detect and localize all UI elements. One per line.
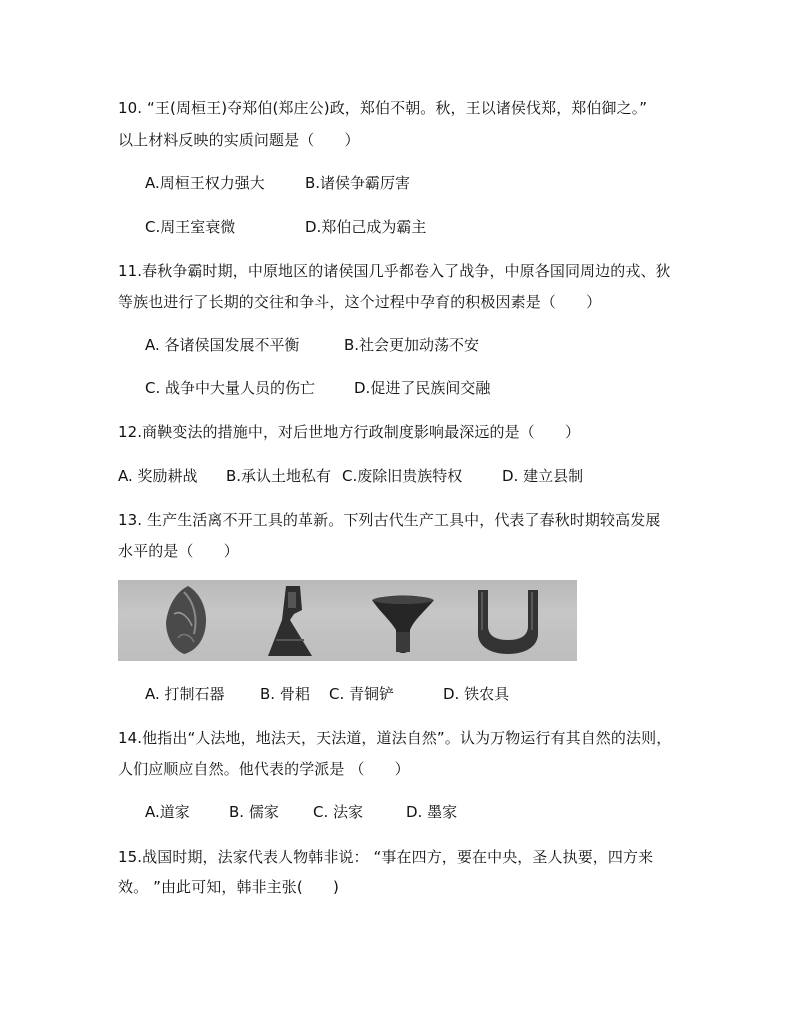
bronze-shovel-icon [372, 596, 434, 654]
q14-option-c[interactable]: C. 法家 [313, 803, 364, 821]
q12-stem: 12.商鞅变法的措施中，对后世地方行政制度影响最深远的是（ ） [118, 423, 581, 441]
q14-option-d[interactable]: D. 墨家 [406, 803, 458, 821]
q12-option-b[interactable]: B.承认土地私有 [226, 467, 332, 485]
q14-option-a[interactable]: A.道家 [145, 803, 190, 821]
q10-option-d[interactable]: D.郑伯己成为霸主 [305, 218, 427, 236]
q12-option-a[interactable]: A. 奖励耕战 [118, 467, 198, 485]
q15-stem-line2: 效。 ”由此可知，韩非主张( ) [118, 878, 339, 896]
q13-option-c[interactable]: C. 青铜铲 [329, 685, 395, 703]
q13-option-a[interactable]: A. 打制石器 [145, 685, 225, 703]
q15-stem-line1: 15.战国时期，法家代表人物韩非说： “事在四方，要在中央，圣人执要，四方来 [118, 848, 654, 866]
q12-option-d[interactable]: D. 建立县制 [502, 467, 584, 485]
q13-option-d[interactable]: D. 铁农具 [443, 685, 510, 703]
q11-option-a[interactable]: A. 各诸侯国发展不平衡 [145, 336, 300, 354]
q10-option-b[interactable]: B.诸侯争霸厉害 [305, 174, 411, 192]
q11-option-c[interactable]: C. 战争中大量人员的伤亡 [145, 379, 316, 397]
iron-tool-icon [478, 590, 538, 654]
q10-stem-line2: 以上材料反映的实质问题是（ ） [118, 131, 360, 149]
q13-option-b[interactable]: B. 骨耜 [260, 685, 310, 703]
q13-stem-line1: 13. 生产生活离不开工具的革新。下列古代生产工具中，代表了春秋时期较高发展 [118, 511, 661, 529]
q13-stem-line2: 水平的是（ ） [118, 542, 239, 560]
q11-option-d[interactable]: D.促进了民族间交融 [354, 379, 491, 397]
stone-tool-icon [166, 586, 206, 654]
q10-stem-line1: 10. “王(周桓王)夺郑伯(郑庄公)政，郑伯不朝。秋，王以诸侯伐郑，郑伯御之。” [118, 99, 648, 117]
q11-option-b[interactable]: B.社会更加动荡不安 [344, 336, 480, 354]
bone-spade-icon [268, 586, 312, 656]
q10-option-c[interactable]: C.周王室衰微 [145, 218, 236, 236]
q14-stem-line1: 14.他指出“人法地，地法天，天法道，道法自然”。认为万物运行有其自然的法则， [118, 729, 672, 747]
q11-stem-line1: 11.春秋争霸时期，中原地区的诸侯国几乎都卷入了战争，中原各国同周边的戎、狄 [118, 262, 671, 280]
q11-stem-line2: 等族也进行了长期的交往和争斗，这个过程中孕育的积极因素是（ ） [118, 293, 602, 311]
q14-stem-line2: 人们应顺应自然。他代表的学派是 （ ） [118, 760, 410, 778]
q10-option-a[interactable]: A.周桓王权力强大 [145, 174, 265, 192]
ancient-tools-photo [118, 580, 577, 661]
q14-option-b[interactable]: B. 儒家 [229, 803, 279, 821]
q12-option-c[interactable]: C.废除旧贵族特权 [342, 467, 463, 485]
